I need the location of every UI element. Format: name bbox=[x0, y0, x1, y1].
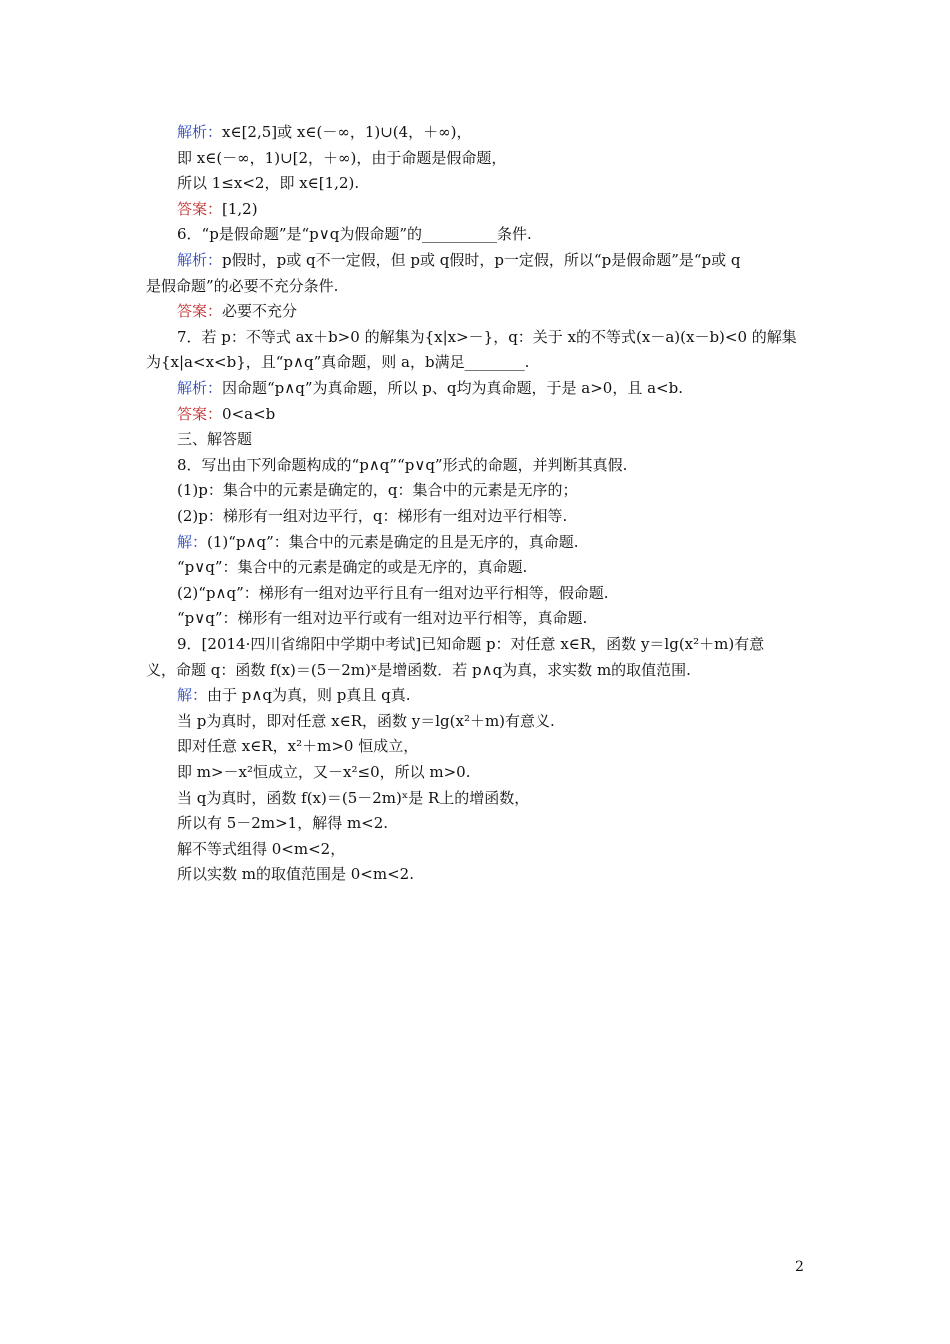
line-text: (1)“p∧q”：集合中的元素是确定的且是无序的，真命题. bbox=[207, 532, 579, 551]
answer-label: 解析： bbox=[177, 251, 223, 269]
line-text: 即 x∈(－∞，1)∪[2，＋∞)，由于命题是假命题， bbox=[177, 148, 507, 167]
text-line bbox=[177, 477, 847, 503]
text-line bbox=[177, 605, 847, 631]
text-line bbox=[177, 580, 847, 606]
text-line bbox=[177, 631, 847, 657]
line-text: (1)p：集合中的元素是确定的，q：集合中的元素是无序的； bbox=[177, 481, 578, 500]
line-text: (2)p：梯形有一组对边平行，q：梯形有一组对边平行相等. bbox=[177, 507, 568, 525]
answer-label: 解： bbox=[177, 532, 208, 551]
line-text: 因命题“p∧q”为真命题，所以 p、q均为真命题，于是 a>0，且 a<b. bbox=[222, 379, 683, 397]
text-line bbox=[177, 759, 847, 785]
line-text: “p∨q”：梯形有一组对边平行或有一组对边平行相等，真命题. bbox=[177, 609, 588, 628]
text-line bbox=[177, 247, 847, 273]
text-line bbox=[177, 119, 847, 145]
text-line bbox=[177, 554, 847, 580]
line-text: 为{x|a<x<b}，且“p∧q”真命题，则 a，b满足________. bbox=[146, 353, 530, 372]
line-text: “p∨q”：集合中的元素是确定的或是无序的，真命题. bbox=[177, 558, 528, 577]
answer-label: 答案： bbox=[177, 302, 223, 321]
line-text: p假时，p或 q不一定假，但 p或 q假时，p一定假，所以“p是假命题”是“p或 q bbox=[222, 251, 741, 269]
line-text: (2)“p∧q”：梯形有一组对边平行且有一组对边平行相等，假命题. bbox=[177, 583, 609, 602]
text-line bbox=[146, 657, 816, 683]
line-text: 即 m>－x²恒成立，又－x²≤0，所以 m>0. bbox=[177, 763, 471, 781]
answer-label: 解析： bbox=[177, 379, 223, 397]
text-line bbox=[177, 836, 847, 862]
line-text: 即对任意 x∈R，x²＋m>0 恒成立， bbox=[177, 737, 419, 756]
line-text: 解不等式组得 0<m<2， bbox=[177, 839, 346, 858]
text-line bbox=[177, 324, 847, 350]
text-line bbox=[177, 298, 847, 324]
text-line bbox=[177, 708, 847, 734]
line-text: [1,2) bbox=[222, 199, 258, 218]
text-line bbox=[177, 503, 847, 529]
line-text: 由于 p∧q为真，则 p真且 q真. bbox=[207, 686, 411, 705]
text-line bbox=[177, 733, 847, 759]
line-text: 三、解答题 bbox=[177, 430, 253, 449]
text-line bbox=[177, 682, 847, 708]
text-line bbox=[146, 273, 816, 299]
line-text: 当 q为真时，函数 f(x)＝(5－2m)ˣ是 R上的增函数， bbox=[177, 788, 530, 807]
text-line bbox=[177, 170, 847, 196]
text-line bbox=[177, 145, 847, 171]
text-line bbox=[146, 349, 816, 375]
answer-label: 解析： bbox=[177, 123, 223, 141]
text-line bbox=[177, 452, 847, 478]
line-text: x∈[2,5]或 x∈(－∞，1)∪(4，＋∞)， bbox=[222, 123, 472, 141]
line-text: 必要不充分 bbox=[222, 302, 298, 321]
line-text: 9．[2014·四川省绵阳中学期中考试]已知命题 p：对任意 x∈R，函数 y＝lg(x²＋m)有意 bbox=[177, 635, 765, 653]
line-text: 义，命题 q：函数 f(x)＝(5－2m)ˣ是增函数．若 p∧q为真，求实数 m的取值范围. bbox=[146, 660, 691, 679]
text-line bbox=[177, 426, 847, 452]
text-line bbox=[177, 810, 847, 836]
text-line bbox=[177, 221, 847, 247]
line-text: 所以实数 m的取值范围是 0<m<2. bbox=[177, 865, 414, 884]
line-text: 7．若 p：不等式 ax＋b>0 的解集为{x|x>－}，q：关于 x的不等式(x－a)(x－b)<0 的解集 bbox=[177, 327, 797, 346]
line-text: 当 p为真时，即对任意 x∈R，函数 y＝lg(x²＋m)有意义. bbox=[177, 711, 555, 730]
text-line bbox=[177, 785, 847, 811]
text-line bbox=[177, 529, 847, 555]
line-text: 0<a<b bbox=[222, 404, 276, 423]
answer-label: 答案： bbox=[177, 199, 223, 218]
line-text: 是假命题”的必要不充分条件. bbox=[146, 276, 339, 295]
page-number: 2 bbox=[795, 1259, 804, 1275]
answer-label: 解： bbox=[177, 686, 208, 705]
line-text: 所以有 5－2m>1，解得 m<2. bbox=[177, 814, 389, 833]
line-text: 所以 1≤x<2，即 x∈[1,2). bbox=[177, 174, 360, 193]
answer-label: 答案： bbox=[177, 404, 223, 423]
text-line bbox=[177, 861, 847, 887]
text-line bbox=[177, 196, 847, 222]
text-line bbox=[177, 401, 847, 427]
line-text: 8．写出由下列命题构成的“p∧q”“p∨q”形式的命题，并判断其真假. bbox=[177, 455, 628, 474]
line-text: 6．“p是假命题”是“p∨q为假命题”的__________条件. bbox=[177, 225, 532, 244]
text-line bbox=[177, 375, 847, 401]
